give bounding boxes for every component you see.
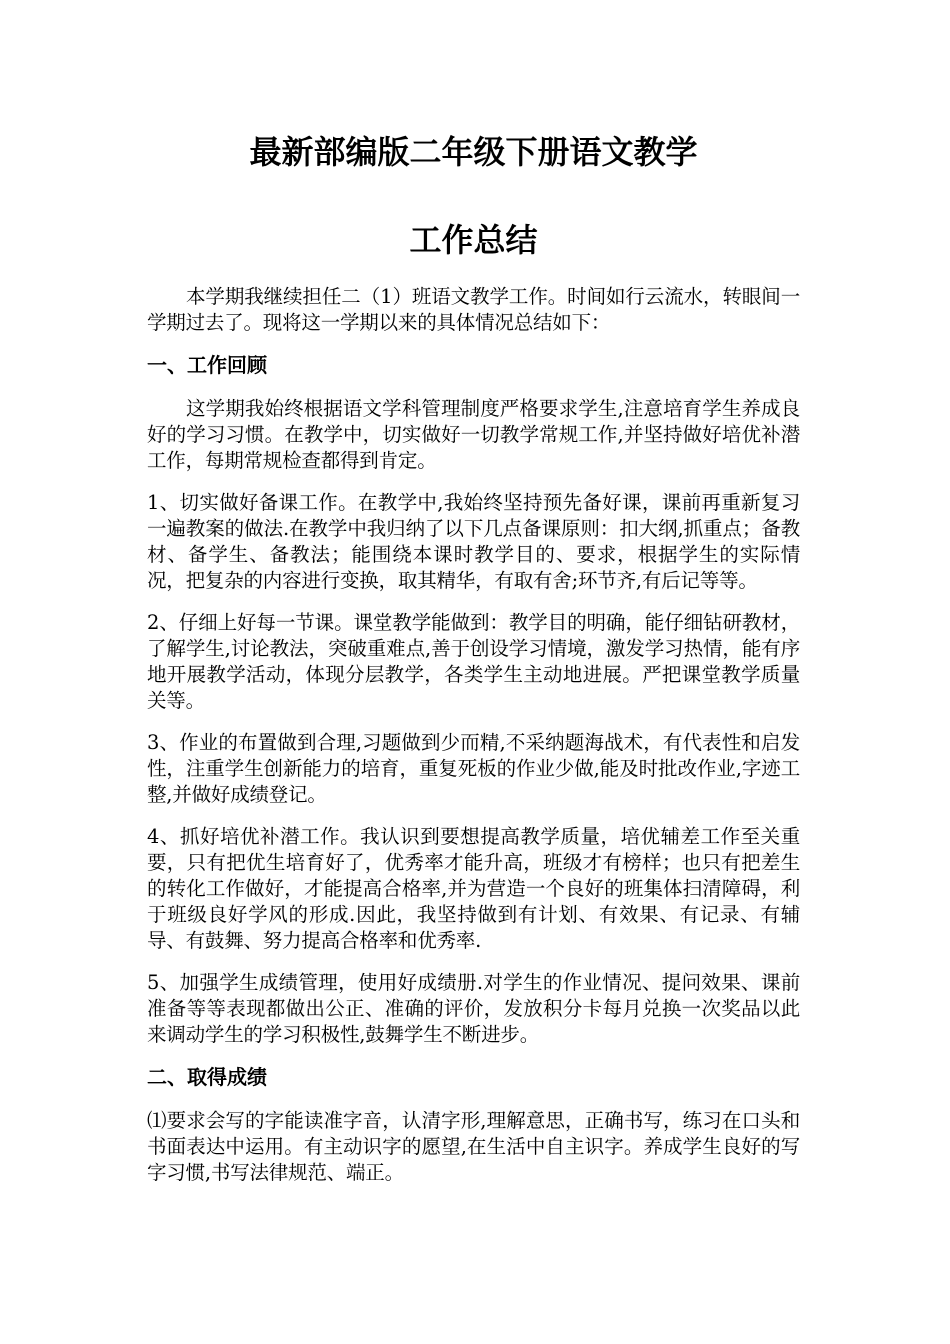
review-item-3: 3、作业的布置做到合理,习题做到少而精,不采纳题海战术，有代表性和启发性，注重学生创新能力的培育，重复死板的作业少做,能及时批改作业,字迹工整,并做好成绩登记。 bbox=[147, 731, 800, 806]
review-intro-paragraph: 这学期我始终根据语文学科管理制度严格要求学生,注意培育学生养成良好的学习习惯。在教学中，切实做好一切教学常规工作,并坚持做好培优补潜工作，每期常规检查都得到肯定。 bbox=[147, 397, 800, 472]
review-item-2: 2、仔细上好每一节课。课堂教学能做到：教学目的明确，能仔细钻研教材，了解学生,讨论教法，突破重难点,善于创设学习情境，激发学习热情，能有序地开展教学活动，体现分层教学，各类学生主动地进展。严把课堂教学质量关等。 bbox=[147, 611, 800, 712]
review-item-1: 1、切实做好备课工作。在教学中,我始终坚持预先备好课，课前再重新复习一遍教案的做法.在教学中我归纳了以下几点备课原则：扣大纲,抓重点；备教材、备学生、备教法；能围绕本课时教学目的、要求，根据学生的实际情况，把复杂的内容进行变换，取其精华，有取有舍;环节齐,有后记等等。 bbox=[147, 491, 800, 592]
document-title-line-2: 工作总结 bbox=[409, 221, 538, 259]
document-title-line-1: 最新部编版二年级下册语文教学 bbox=[249, 133, 698, 171]
section-heading-achievements: 二、取得成绩 bbox=[147, 1065, 267, 1089]
intro-paragraph: 本学期我继续担任二（1）班语文教学工作。时间如行云流水，转眼间一学期过去了。现将这一学期以来的具体情况总结如下： bbox=[147, 285, 800, 334]
section-heading-review: 一、工作回顾 bbox=[147, 353, 267, 377]
achievement-item-1: ⑴要求会写的字能读准字音，认清字形,理解意思，正确书写，练习在口头和书面表达中运用。有主动识字的愿望,在生活中自主识字。养成学生良好的写字习惯,书写法律规范、端正。 bbox=[147, 1109, 800, 1184]
review-item-4: 4、抓好培优补潜工作。我认识到要想提高教学质量，培优辅差工作至关重要，只有把优生培育好了，优秀率才能升高，班级才有榜样；也只有把差生的转化工作做好，才能提高合格率,并为营造一个良好的班集体扫清障碍，利于班级良好学风的形成.因此，我坚持做到有计划、有效果、有记录、有辅导、有鼓舞、努力提高合格率和优秀率. bbox=[147, 825, 800, 952]
review-item-5: 5、加强学生成绩管理，使用好成绩册.对学生的作业情况、提问效果、课前准备等等表现都做出公正、准确的评价，发放积分卡每月兑换一次奖品以此来调动学生的学习积极性,鼓舞学生不断进步。 bbox=[147, 971, 800, 1046]
